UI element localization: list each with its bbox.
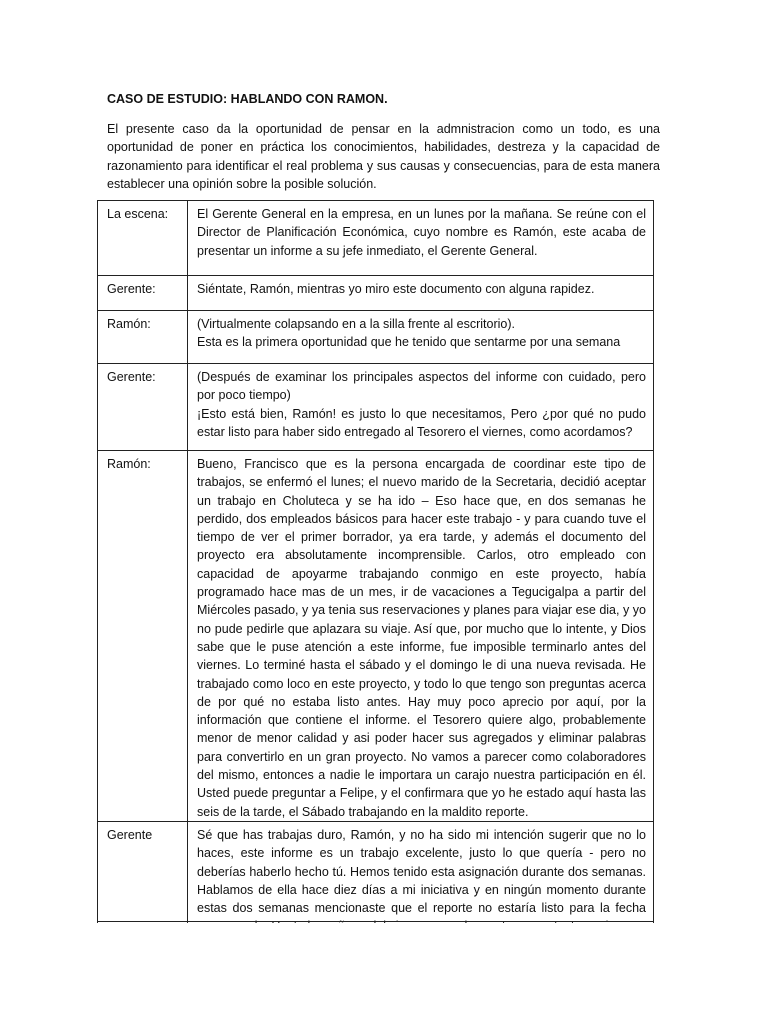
document-title: CASO DE ESTUDIO: HABLANDO CON RAMON. bbox=[107, 92, 388, 106]
table-row bbox=[98, 451, 654, 822]
dialogue-line: Bueno, Francisco que es la persona encargada de coordinar este tipo de trabajos, se enfermó el lunes; el nuevo marido de la Secretaria, decidió aceptar un trabajo en Choluteca y se ha ido – Eso hace que, en dos semanas he perdido, dos empleados básicos para hacer este trabajo - y para cuando tuve el tiempo de ver el primer borrador, ya era tarde, y además el documento del proyecto era absolutamente incomprensible. Carlos, otro empleado con capacidad de apoyarme trabajando conmigo en este proyecto, había programado hace mas de un mes, ir de vacaciones a Tegucigalpa a partir del Miércoles pasado, y ya tenia sus reservaciones y planes para viajar ese dia, y yo no pude pedirle que aplazara su viaje. Así que, por mucho que lo intente, y Dios sabe que le puse atención a este informe, fue imposible terminarlo antes del viernes. Lo terminé hasta el sábado y el domingo le di una nueva revisada. He trabajado como loco en este proyecto, y todo lo que tengo son preguntas acerca de por qué no estaba listo antes. Hay muy poco aprecio por aquí, por la información que contiene el informe. el Tesorero quiere algo, probablemente menor de menor calidad y asi poder hacer sus agregados y eliminar palabras para convertirlo en un gran proyecto. No vamos a parecer como colaboradores del mismo, entonces a nadie le importara un carajo nuestra participación en él. Usted puede preguntar a Felipe, y el confirmara que yo he estado aquí hasta las seis de la tarde, el Sábado trabajando en la maldito reporte. bbox=[197, 457, 646, 819]
speaker-cell: Gerente bbox=[98, 821, 188, 951]
page-bottom-mask bbox=[0, 923, 768, 1024]
table-row bbox=[98, 364, 654, 451]
speaker-cell: Ramón: bbox=[98, 451, 188, 822]
dialogue-cell bbox=[188, 451, 654, 822]
dialogue-line: (Virtualmente colapsando en a la silla frente al escritorio). bbox=[197, 317, 515, 331]
speaker-cell: Gerente: bbox=[98, 364, 188, 451]
speaker-cell: Ramón: bbox=[98, 311, 188, 364]
dialogue-line: Esta es la primera oportunidad que he tenido que sentarme por una semana bbox=[197, 335, 621, 350]
dialogue-line: Sé que has trabajas duro, Ramón, y no ha sido mi intención sugerir que no lo haces, este informe es un trabajo excelente, justo lo que quería - pero no deberías haberlo hecho tú. Hemos tenido esta asignación durante dos semanas. Hablamos de ella hace diez días a mi iniciativa y en ningún momento durante estas dos semanas mencionaste que el reporte no estaría listo para la fecha bbox=[197, 827, 646, 916]
speaker-cell: La escena: bbox=[98, 201, 188, 276]
table-bottom-border bbox=[97, 921, 654, 922]
dialogue-line: ¡Esto está bien, Ramón! es justo lo que necesitamos, Pero ¿por qué no pudo estar listo para haber sido entregado al Tesorero el viernes, como acordamos? bbox=[197, 406, 646, 439]
table-row bbox=[98, 201, 654, 276]
dialogue-table bbox=[97, 200, 654, 952]
dialogue-line: El Gerente General en la empresa, en un lunes por la mañana. Se reúne con el Director de Planificación Económica, cuyo nombre es Ramón, este acaba de presentar un informe a su jefe inmediato, el Gerente General. bbox=[197, 207, 646, 258]
table-row bbox=[98, 276, 654, 311]
dialogue-line: Siéntate, Ramón, mientras yo miro este documento con alguna rapidez. bbox=[197, 282, 595, 296]
intro-paragraph: El presente caso da la oportunidad de pensar en la admnistracion como un todo, es una oportunidad de poner en práctica los conocimientos, habilidades, destreza y la capacidad de razonamiento para identificar el real problema y sus causas y consecuencias, para de esta manera establecer una opinión sobre la posible solución. bbox=[107, 122, 660, 191]
dialogue-line: (Después de examinar los principales aspectos del informe con cuidado, pero por poco tiempo) bbox=[197, 370, 646, 403]
dialogue-cell bbox=[188, 364, 654, 451]
table-row bbox=[98, 311, 654, 364]
speaker-cell: Gerente: bbox=[98, 276, 188, 311]
dialogue-cell bbox=[188, 276, 654, 311]
dialogue-cell bbox=[188, 201, 654, 276]
dialogue-cell bbox=[188, 311, 654, 364]
